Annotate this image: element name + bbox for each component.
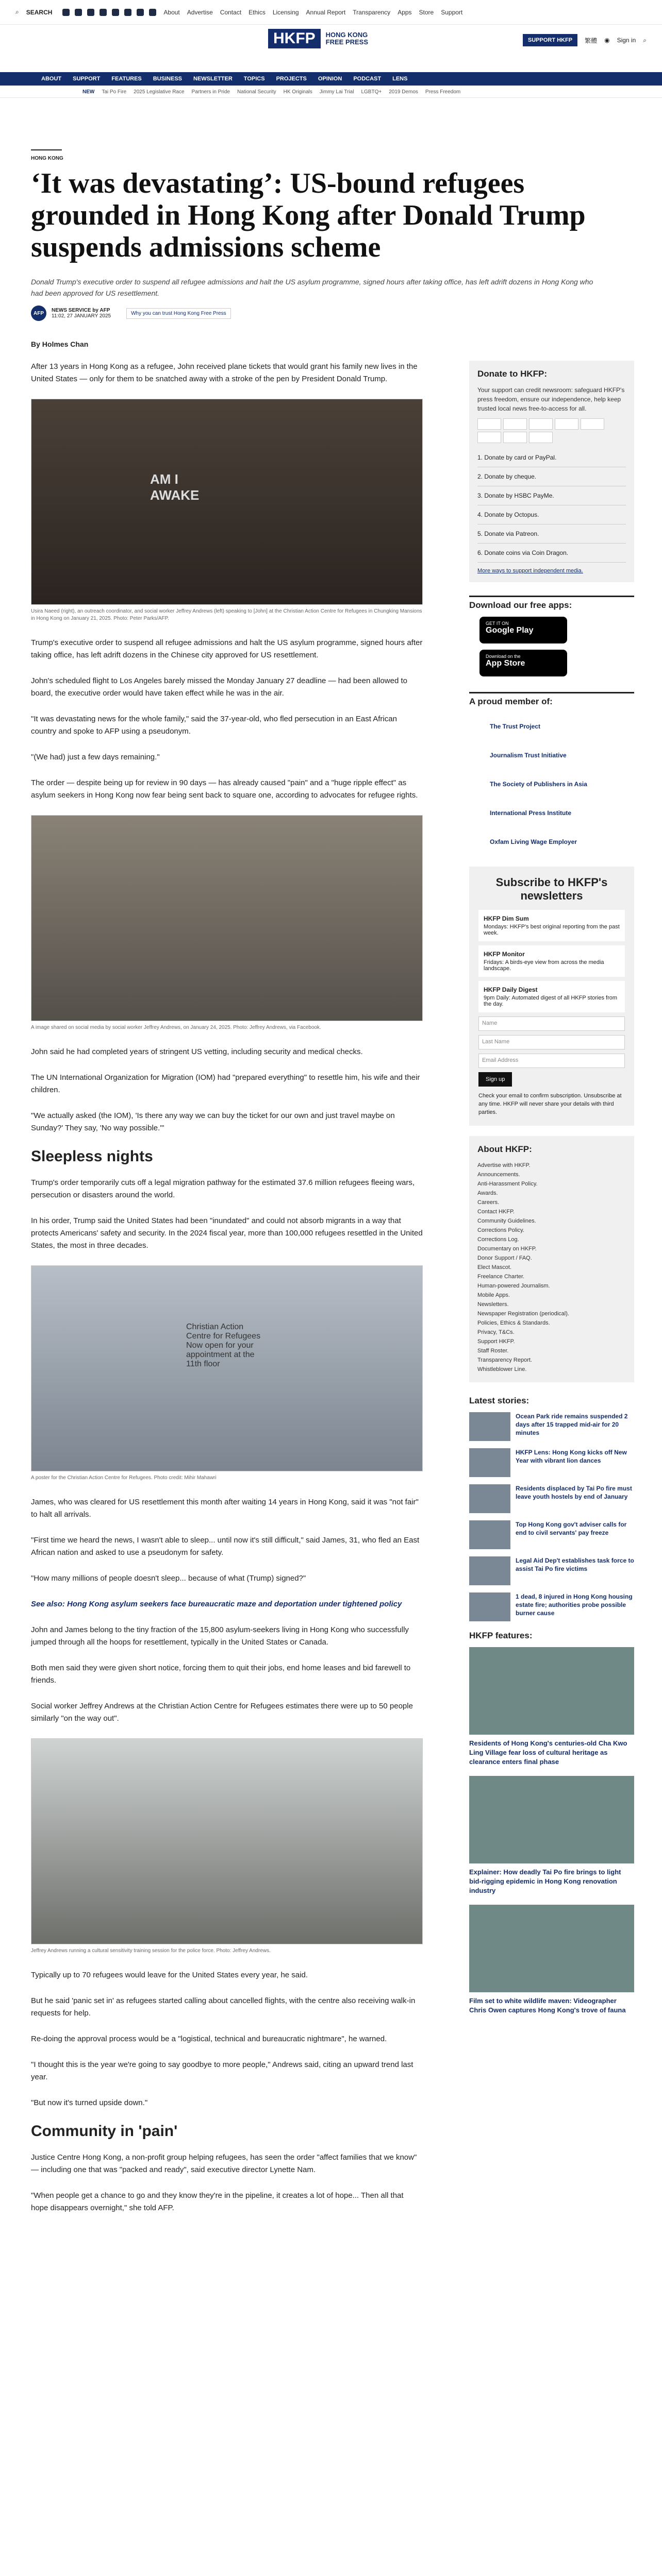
article-paragraph: "How many millions of people doesn't sleep... because of what (Trump) signed?" [31,1574,306,1583]
photo-caption: A poster for the Christian Action Centre for Refugees. Photo credit: Mihir Mahawri [31,1475,217,1481]
article-paragraph: "We actually asked (the IOM), 'Is there any way we can buy the ticket for our own and just travel maybe on Sunday?' They say, 'No way possible.'" [31,1111,395,1132]
latest-title: Latest stories: [469,1396,529,1405]
nav-item-lens[interactable]: LENS [392,76,408,82]
article-paragraph: "First time we heard the news, I wasn't able to sleep... until now it's still difficult," said James, 31, who fled an East African nation and asked to use a pseudonym for safety. [31,1536,420,1557]
about-link[interactable]: Privacy, T&Cs. [477,1329,515,1335]
new-badge: NEW [82,89,95,95]
article-photo [31,1265,423,1471]
topbar-link-annual-report[interactable]: Annual Report [306,8,346,16]
article-paragraph: James, who was cleared for US resettlement this month after waiting 14 years in Hong Kong, said it was "not fair" to halt all arrivals. [31,1498,419,1519]
story-thumbnail [469,1556,510,1585]
nav-item-podcast[interactable]: PODCAST [353,76,382,82]
byline-agency[interactable]: by AFP [92,308,110,313]
donate-title: Donate to HKFP: [477,369,548,379]
article-photo [31,815,423,1021]
trending-item[interactable]: Partners in Pride [191,89,230,95]
more-ways-link[interactable]: More ways to support independent media. [477,568,583,574]
newsletter-option[interactable] [478,945,625,977]
photo-caption: Usira Naeed (right), an outreach coordinator, and social worker Jeffrey Andrews (left) speaking to [John] at the Christian Action Centre for Refugees in Chungking Mansions in Hong Kong on January 21, 2025. Photo: Peter Parks/AFP. [31,608,422,621]
feature-title[interactable]: Explainer: How deadly Tai Po fire brings to light bid-rigging epidemic in Hong Kong renovation industry [469,1868,621,1894]
about-link[interactable]: Corrections Log. [477,1236,519,1243]
top-bar [0,0,662,25]
newsletter-desc: Fridays: A birds-eye view from across the media landscape. [484,959,604,972]
article-lead: Donald Trump's executive order to suspend all refugee admissions and halt the US asylum programme, signed hours after taking office, has left adrift dozens in Hong Kong who had been approved for US resettlement. [31,278,593,297]
story-title[interactable]: Legal Aid Dep't establishes task force to assist Tai Po fire victims [516,1557,634,1572]
article-photo [31,1738,423,1944]
trending-item[interactable]: Jimmy Lai Trial [319,89,354,95]
about-link[interactable]: Newsletters. [477,1301,509,1308]
story-thumbnail [469,1412,510,1441]
signup-note: Check your email to confirm subscription. Unsubscribe at any time. HKFP will never share your details with third parties. [478,1093,622,1115]
visa-icon [503,418,527,430]
nav-item-support[interactable]: SUPPORT [73,76,101,82]
nav-item-opinion[interactable]: OPINION [318,76,342,82]
byline-meta [52,308,111,319]
trending-item[interactable]: LGBTQ+ [361,89,382,95]
nav-item-newsletter[interactable]: NEWSLETTER [193,76,233,82]
search-link[interactable]: SEARCH [26,8,53,16]
threads-icon[interactable] [100,9,107,16]
feature-title[interactable]: Residents of Hong Kong's centuries-old Cha Kwo Ling Village fear loss of cultural heritage as clearance enters final phase [469,1739,627,1766]
topbar-link-advertise[interactable]: Advertise [187,8,213,16]
about-box [469,1136,634,1382]
article-paragraph: "I thought this is the year we're going to say goodbye to more people," Andrews said, citing an upward trend last year. [31,2060,413,2081]
member-logo[interactable]: The Trust Project [490,723,541,730]
member-logo[interactable]: Journalism Trust Initiative [490,752,567,759]
google-play-badge[interactable] [479,617,567,643]
google-play-small: GET IT ON [486,621,509,626]
feature-story[interactable] [469,1776,634,1895]
mastercard-icon [477,418,501,430]
topbar-link-ethics[interactable]: Ethics [249,8,266,16]
about-link[interactable]: Awards. [477,1190,498,1196]
rss-icon[interactable] [149,9,156,16]
paypal-icon [555,418,578,430]
article-paragraph: Re-doing the approval process would be a "logistical, technical and bureaucratic nightmare", he warned. [31,2035,387,2043]
facebook-icon[interactable] [62,9,70,16]
about-title: About HKFP: [477,1144,532,1154]
see-also-link[interactable]: See also: Hong Kong asylum seekers face bureaucratic maze and deportation under tightened policy [31,1600,402,1608]
logo-mark: HKFP [268,29,321,48]
about-link[interactable]: Community Guidelines. [477,1218,536,1224]
signin-link[interactable]: Sign in [617,37,636,44]
about-link[interactable]: Policies, Ethics & Standards. [477,1320,550,1326]
trust-link[interactable]: Why you can trust Hong Kong Free Press [126,308,231,319]
article-paragraph: Justice Centre Hong Kong, a non-profit group helping refugees, has seen the order "affect families that we know" — including one that was "packed and ready", said executive director Lynette Nam. [31,2153,417,2174]
feature-image [469,1776,634,1863]
payme-icon [581,418,604,430]
about-link[interactable]: Transparency Report. [477,1357,532,1363]
section-heading: Community in 'pain' [31,2123,178,2140]
email-field[interactable]: Email Address [478,1054,625,1068]
signup-button[interactable]: Sign up [478,1072,512,1087]
trending-item[interactable]: HK Originals [283,89,312,95]
logo-text [326,31,368,46]
topbar-link-store[interactable]: Store [419,8,434,16]
publish-date: 11:02, 27 JANUARY 2025 [52,313,111,319]
topbar-link-licensing[interactable]: Licensing [272,8,299,16]
article-paragraph: Typically up to 70 refugees would leave for the United States every year, he said. [31,1971,308,1979]
kicker-divider [31,149,62,150]
about-link[interactable]: Advertise with HKFP. [477,1162,531,1168]
article-paragraph: "It was devastating news for the whole family," said the 37-year-old, who fled persecution in an East African country and spoke to AFP using a pseudonym. [31,715,397,736]
article-paragraph: "(We had) just a few days remaining." [31,753,160,761]
about-link[interactable]: Anti-Harassment Policy. [477,1181,538,1187]
about-link[interactable]: Careers. [477,1199,500,1206]
newsletter-name: HKFP Dim Sum [484,915,529,922]
story-thumbnail [469,1520,510,1549]
news-service-label: NEWS SERVICE [52,308,91,313]
newsletter-box [469,867,634,1126]
language-toggle[interactable]: 繁體 [585,37,598,44]
byline-row [31,306,231,321]
trending-nav [0,87,662,98]
feature-title[interactable]: Film set to white wildlife maven: Videographer Chris Owen captures Hong Kong's trove of fauna [469,1997,626,2014]
article-paragraph: Both men said they were given short notice, forcing them to quit their jobs, end home leases and bid farewell to friends. [31,1664,411,1685]
story-title[interactable]: 1 dead, 8 injured in Hong Kong housing estate fire; authorities probe possible burner cause [516,1593,633,1617]
article-paragraph: John and James belong to the tiny fraction of the 15,800 asylum-seekers living in Hong Kong who successfully jumped through all the hoops for resettlement, typically in the United States or Canada. [31,1625,409,1647]
donate-method[interactable]: 6. Donate coins via Coin Dragon. [477,544,626,563]
article-paragraph: After 13 years in Hong Kong as a refugee, John received plane tickets that would grant his family new lives in the United States — only for them to be snatched away with a stroke of the pen by President Donald Trump. [31,362,418,383]
main-nav [0,72,662,86]
donate-box [469,361,634,582]
apps-title: Download our free apps: [469,596,634,611]
about-link[interactable]: Contact HKFP. [477,1209,515,1215]
article-paragraph: John said he had completed years of stringent US vetting, including security and medical checks. [31,1047,363,1056]
trending-item[interactable]: 2019 Demos [389,89,418,95]
story-title[interactable]: Ocean Park ride remains suspended 2 days after 15 trapped mid-air for 20 minutes [516,1413,628,1436]
latest-list [469,1412,634,1621]
newsletter-option[interactable] [478,981,625,1012]
topbar-link-about[interactable]: About [163,8,180,16]
linkedin-icon[interactable] [124,9,131,16]
article-paragraph: "But now it's turned upside down." [31,2098,148,2107]
nav-item-about[interactable]: ABOUT [41,76,62,82]
feature-story[interactable] [469,1905,634,2015]
trending-item[interactable]: 2025 Legislative Race [134,89,185,95]
sidebar [469,361,634,2024]
nav-item-topics[interactable]: TOPICS [243,76,265,82]
google-play-label: Google Play [486,626,534,635]
x-icon[interactable] [75,9,82,16]
photo-caption: A image shared on social media by social worker Jeffrey Andrews, on January 24, 2025. Photo: Jeffrey Andrews, via Facebook. [31,1025,321,1030]
latest-story[interactable] [469,1592,634,1621]
author-byline: By Holmes Chan [31,340,89,348]
latest-story[interactable] [469,1448,634,1477]
feature-image [469,1905,634,1992]
newsletter-desc: Mondays: HKFP's best original reporting from the past week. [484,924,620,936]
user-icon[interactable]: ◉ [604,37,610,44]
feature-image [469,1647,634,1735]
newsletter-option[interactable] [478,910,625,941]
latest-story[interactable] [469,1484,634,1513]
story-title[interactable]: Top Hong Kong gov't adviser calls for end to civil servants' pay freeze [516,1521,627,1536]
topbar-link-apps[interactable]: Apps [398,8,412,16]
photo-shirt-text: AM I AWAKE [150,471,200,503]
story-title[interactable]: Residents displaced by Tai Po fire must leave youth hostels by end of January [516,1485,632,1500]
features-title: HKFP features: [469,1631,533,1640]
afp-avatar: AFP [31,306,46,321]
amex-icon [529,418,553,430]
topbar-link-transparency[interactable]: Transparency [353,8,391,16]
latest-story[interactable] [469,1520,634,1549]
donate-method[interactable]: 5. Donate via Patreon. [477,524,626,544]
newsletter-title: Subscribe to HKFP's newsletters [495,876,608,902]
topbar-link-contact[interactable]: Contact [220,8,242,16]
name-field[interactable]: Name [478,1016,625,1031]
social-links [62,9,156,16]
topbar-link-support[interactable]: Support [441,8,463,16]
about-link[interactable]: Donor Support / FAQ. [477,1255,532,1261]
donate-method[interactable]: 1. Donate by card or PayPal. [477,448,626,467]
site-logo[interactable] [268,29,368,48]
donate-text: Your support can credit newsroom: safeguard HKFP's press freedom, ensure our independence, help keep trusted local news free-to-access for all. [477,386,625,412]
article-paragraph: The UN International Organization for Migration (IOM) had "prepared everything" to resettle him, his wife and their children. [31,1073,420,1094]
trending-item[interactable]: Tai Po Fire [102,89,127,95]
category-kicker[interactable]: HONG KONG [31,156,63,161]
menu-search-icon[interactable]: ⌕ [643,36,647,44]
article-paragraph: John's scheduled flight to Los Angeles barely missed the Monday January 27 deadline — had been allowed to board, the executive order would have taken effect while he was in the air. [31,676,408,698]
article-title: ‘It was devastating’: US-bound refugees grounded in Hong Kong after Donald Trump suspends admissions scheme [31,167,586,263]
nav-item-projects[interactable]: PROJECTS [276,76,307,82]
about-link[interactable]: Newspaper Registration (periodical). [477,1311,569,1317]
about-link[interactable]: Freelance Charter. [477,1274,525,1280]
article-paragraph: Social worker Jeffrey Andrews at the Christian Action Centre for Refugees estimates there were up to 50 people similarly "on the way out". [31,1702,413,1723]
about-link[interactable]: Human-powered Journalism. [477,1283,550,1289]
story-thumbnail [469,1592,510,1621]
newsletter-name: HKFP Monitor [484,951,525,958]
article-paragraph: "When people get a chance to go and they know they're in the pipeline, it creates a lot of hope... Then all that hope disappears overnight," she told AFP. [31,2191,404,2212]
section-heading: Sleepless nights [31,1148,153,1165]
newsletter-desc: 9pm Daily: Automated digest of all HKFP stories from the day. [484,995,618,1007]
about-link[interactable]: Announcements. [477,1172,520,1178]
about-link[interactable]: Staff Roster. [477,1348,509,1354]
story-thumbnail [469,1484,510,1513]
trending-item[interactable]: Press Freedom [425,89,461,95]
story-thumbnail [469,1448,510,1477]
feature-story[interactable] [469,1647,634,1767]
logo-line1: HONG KONG [325,31,368,39]
photo-caption: Jeffrey Andrews running a cultural sensitivity training session for the police force. Photo: Jeffrey Andrews. [31,1948,271,1954]
about-link[interactable]: Support HKFP. [477,1338,515,1345]
header-actions [523,34,647,46]
article-paragraph: The order — despite being up for review in 90 days — has already caused "pain" and a "huge ripple effect" as asylum seekers in Hong Kong now fear being sent back to square one, according to advocates for refugee rights. [31,778,418,800]
about-link[interactable]: Mobile Apps. [477,1292,510,1298]
donate-method[interactable]: 2. Donate by cheque. [477,467,626,486]
article-paragraph: But he said 'panic set in' as refugees started calling about cancelled flights, with the centre also receiving walk-in requests for help. [31,1996,416,2018]
payment-logos [477,418,626,443]
story-title[interactable]: HKFP Lens: Hong Kong kicks off New Year with vibrant lion dances [516,1449,627,1464]
features-list [469,1647,634,2015]
article-paragraph: Trump's order temporarily cuts off a legal migration pathway for the estimated 37.6 million refugees fleeing wars, persecution or disasters around the world. [31,1178,415,1199]
app-store-small: Download on the [486,654,521,659]
nav-item-features[interactable]: FEATURES [111,76,142,82]
member-logo[interactable]: The Society of Publishers in Asia [490,781,587,788]
about-link[interactable]: Documentary on HKFP. [477,1246,537,1252]
trending-item[interactable]: National Security [237,89,276,95]
youtube-icon[interactable] [112,9,119,16]
about-link[interactable]: Whistleblower Line. [477,1366,527,1372]
member-title: A proud member of: [469,692,634,707]
latest-story[interactable] [469,1556,634,1585]
newsletter-name: HKFP Daily Digest [484,986,538,993]
donate-method[interactable]: 3. Donate by HSBC PayMe. [477,486,626,505]
octopus-icon [477,432,501,443]
app-store-badge[interactable] [479,650,567,676]
donate-method[interactable]: 4. Donate by Octopus. [477,505,626,524]
article-body [31,361,423,2228]
about-list [477,1161,626,1374]
bitcoin-icon [529,432,553,443]
about-link[interactable]: Elect Mascot. [477,1264,512,1270]
member-logo[interactable]: Oxfam Living Wage Employer [490,838,577,845]
telegram-icon[interactable] [137,9,144,16]
instagram-icon[interactable] [87,9,94,16]
support-button[interactable]: SUPPORT HKFP [523,34,577,46]
about-link[interactable]: Corrections Policy. [477,1227,524,1233]
search-icon[interactable]: ⌕ [15,8,19,15]
article-paragraph: In his order, Trump said the United States had been "inundated" and could not absorb migrants in a way that protects Americans' safety and security. In the 2024 fiscal year, more than 100,000 refugees resettled in the United States, the most in three decades. [31,1216,423,1250]
logo-line2: FREE PRESS [325,38,369,46]
patreon-icon [503,432,527,443]
app-store-label: App Store [486,659,525,668]
nav-item-business[interactable]: BUSINESS [153,76,183,82]
photo-poster-text: Christian Action Centre for Refugees Now open for your appointment at the 11th floor [186,1323,261,1368]
article-paragraph: Trump's executive order to suspend all refugee admissions and halt the US asylum programme, signed hours after taking office, has left adrift dozens in the Chinese city approved for US resettlement. [31,638,423,659]
article-photo [31,399,423,605]
member-logo[interactable]: International Press Institute [490,809,572,817]
latest-story[interactable] [469,1412,634,1441]
last-name-field[interactable]: Last Name [478,1035,625,1049]
